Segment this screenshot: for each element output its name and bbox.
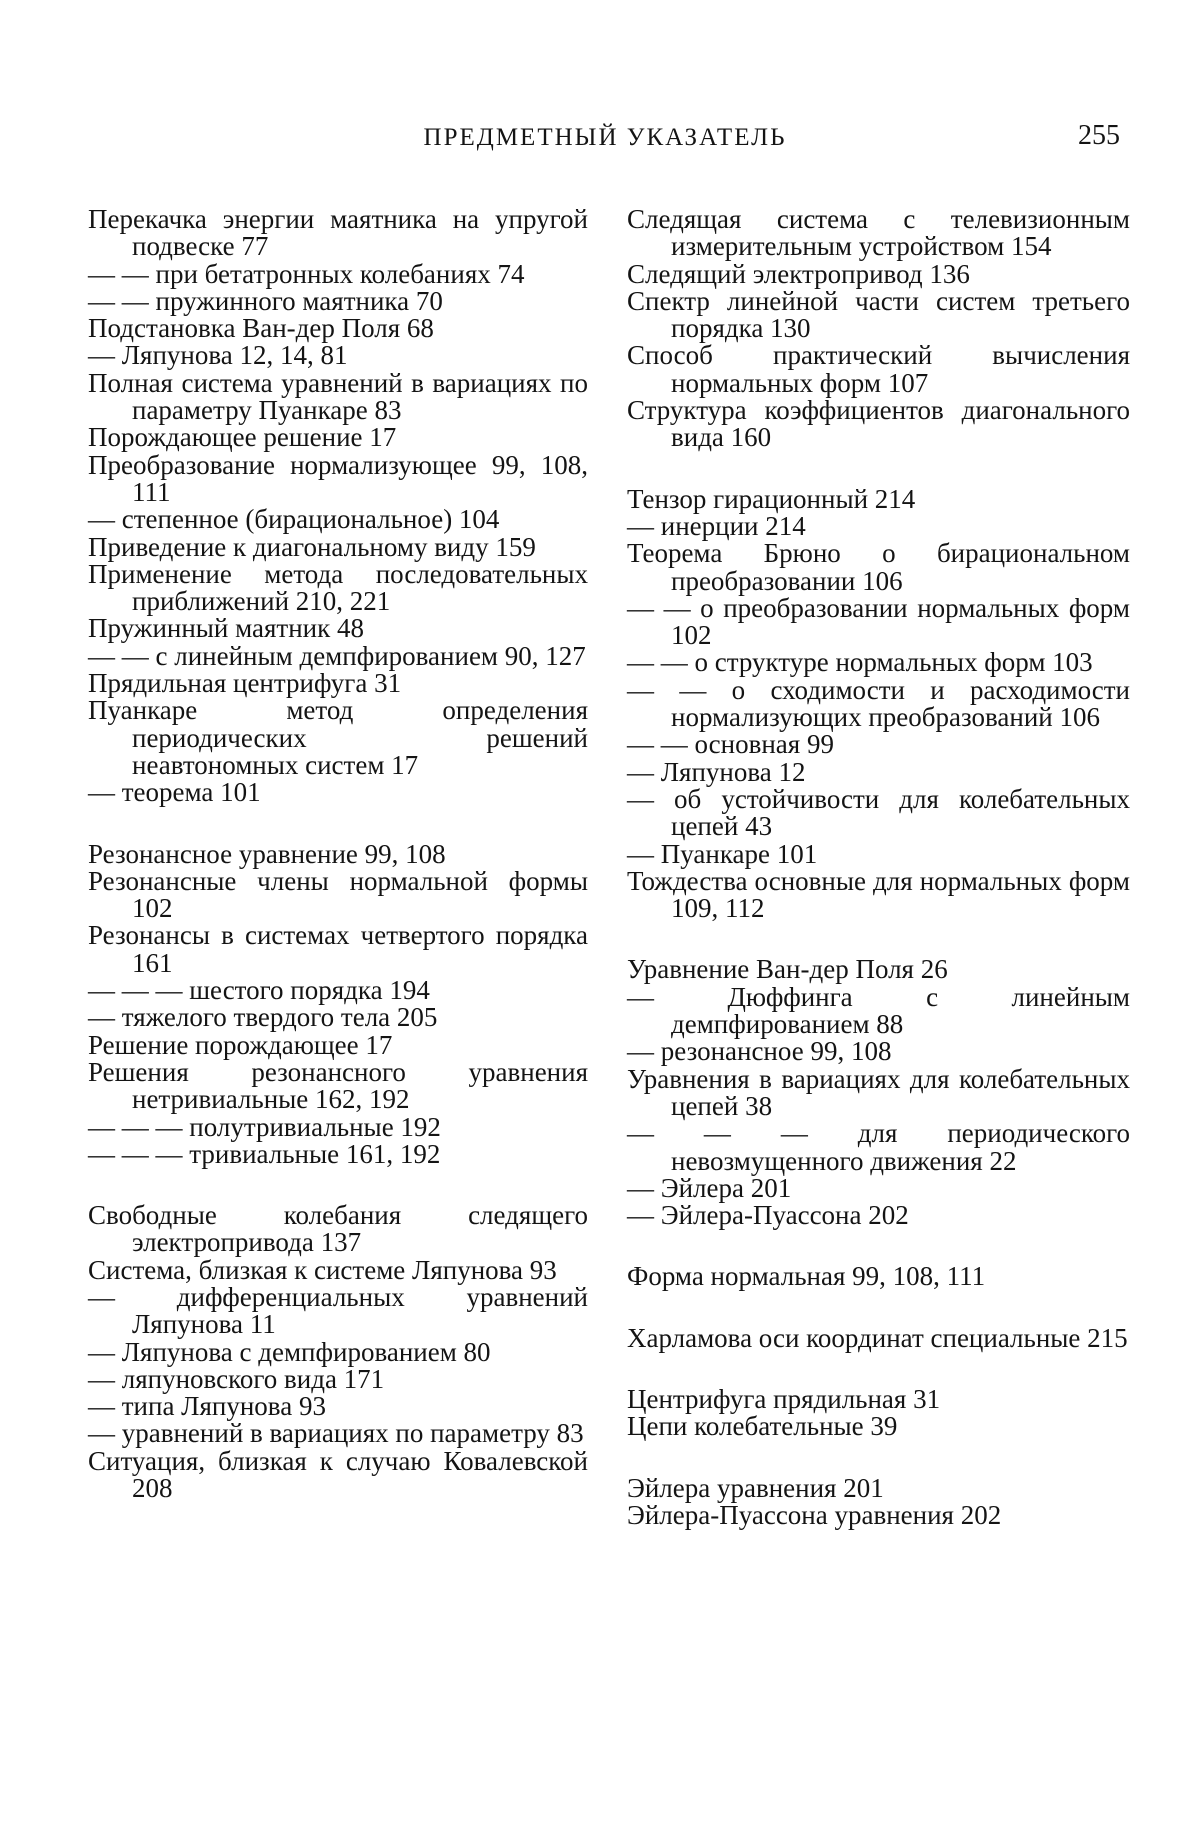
index-entry: — дифференциальных уравнений Ляпунова 11 <box>88 1281 588 1340</box>
index-entry: Ситуация, близкая к случаю Ковалевской 208 <box>88 1445 588 1504</box>
index-entry: — теорема 101 <box>88 777 261 808</box>
index-entry: Решение порождающее 17 <box>88 1029 393 1060</box>
index-entry: Резонансные члены нормальной формы 102 <box>88 865 588 924</box>
section-gap <box>627 1441 1130 1475</box>
running-title: ПРЕДМЕТНЫЙ УКАЗАТЕЛЬ <box>423 124 787 151</box>
index-entry: Пуанкаре метод определения периодических решений неавтономных систем 17 <box>88 695 588 780</box>
index-entry: — — о преобразовании нормальных форм 102 <box>627 592 1130 651</box>
index-entry: Решения резонансного уравнения нетривиальные 162, 192 <box>88 1056 588 1115</box>
index-entry: — тяжелого твердого тела 205 <box>88 1002 438 1033</box>
index-entry: — Эйлера-Пуассона 202 <box>627 1200 909 1231</box>
index-entry: Тождества основные для нормальных форм 109, 112 <box>627 865 1130 924</box>
index-entry: Резонансное уравнение 99, 108 <box>88 838 446 869</box>
index-entry: — — — тривиальные 161, 192 <box>88 1138 441 1169</box>
page-number: 255 <box>1078 120 1120 151</box>
index-entry: — Ляпунова с демпфированием 80 <box>88 1336 491 1367</box>
index-entry: Цепи колебательные 39 <box>627 1411 898 1442</box>
index-column-right <box>627 206 1130 1529</box>
index-entry: — — пружинного маятника 70 <box>88 285 443 316</box>
index-entry: Порождающее решение 17 <box>88 422 397 453</box>
index-entry: Харламова оси координат специальные 215 <box>627 1322 1128 1353</box>
index-entry: Теорема Брюно о бирациональном преобразовании 106 <box>627 538 1130 596</box>
index-entry: Уравнение Ван-дер Поля 26 <box>627 954 948 985</box>
section-gap <box>627 1291 1130 1325</box>
index-entry: — — о сходимости и расходимости нормализующих преобразований 106 <box>627 674 1130 733</box>
section-gap <box>627 1352 1130 1386</box>
index-entry: Преобразование нормализующее 99, 108, 111 <box>88 449 588 507</box>
index-entry: Система, близкая к системе Ляпунова 93 <box>88 1254 557 1285</box>
index-entry: Свободные колебания следящего электропривода 137 <box>88 1200 588 1258</box>
index-entry: Применение метода последовательных приближений 210, 221 <box>88 558 588 617</box>
index-entry: Приведение к диагональному виду 159 <box>88 531 536 562</box>
index-entry: — типа Ляпунова 93 <box>88 1391 326 1422</box>
index-entry: — резонансное 99, 108 <box>627 1036 892 1067</box>
section-gap <box>88 807 588 841</box>
section-gap <box>627 922 1130 956</box>
index-entry: Следящий электропривод 136 <box>627 258 970 289</box>
index-entry: Спектр линейной части систем третьего порядка 130 <box>627 285 1130 344</box>
index-entry: — ляпуновского вида 171 <box>88 1363 385 1394</box>
index-entry: Резонансы в системах четвертого порядка 161 <box>88 920 588 978</box>
index-column-left <box>88 206 588 1502</box>
index-entry: Способ практический вычисления нормальных форм 107 <box>627 340 1130 398</box>
index-entry: Перекачка энергии маятника на упругой подвеске 77 <box>88 204 588 262</box>
page-header <box>90 120 1120 160</box>
index-entry: — Ляпунова 12, 14, 81 <box>88 340 348 371</box>
index-entry: Эйлера-Пуассона уравнения 202 <box>627 1499 1002 1530</box>
index-entry: Следящая система с телевизионным измерительным устройством 154 <box>627 204 1130 262</box>
index-entry: — — — полутривиальные 192 <box>88 1111 441 1142</box>
index-entry: — Дюффинга с линейным демпфированием 88 <box>627 981 1130 1040</box>
index-entry: — Эйлера 201 <box>627 1172 792 1203</box>
index-entry: — — — шестого порядка 194 <box>88 975 430 1006</box>
section-gap <box>627 1229 1130 1263</box>
index-entry: Прядильная центрифуга 31 <box>88 668 402 699</box>
section-gap <box>627 452 1130 486</box>
index-entry: Эйлера уравнения 201 <box>627 1472 884 1503</box>
index-entry: — — — для периодического невозмущенного движения 22 <box>627 1118 1130 1176</box>
index-entry: — об устойчивости для колебательных цепей 43 <box>627 783 1130 842</box>
index-entry: Центрифуга прядильная 31 <box>627 1383 941 1414</box>
index-entry: — — основная 99 <box>627 729 834 760</box>
index-entry: — Пуанкаре 101 <box>627 838 818 869</box>
index-entry: Тензор гирационный 214 <box>627 483 916 514</box>
index-entry: — Ляпунова 12 <box>627 756 806 787</box>
section-gap <box>88 1168 588 1202</box>
index-entry: Форма нормальная 99, 108, 111 <box>627 1261 986 1292</box>
index-entry: Структура коэффициентов диагонального вида 160 <box>627 395 1130 453</box>
index-entry: — — с линейным демпфированием 90, 127 <box>88 640 586 671</box>
index-entry: Уравнения в вариациях для колебательных цепей 38 <box>627 1063 1130 1121</box>
index-entry: — инерции 214 <box>627 510 806 541</box>
index-entry: Подстановка Ван-дер Поля 68 <box>88 313 434 344</box>
index-entry: — — при бетатронных колебаниях 74 <box>88 258 525 289</box>
index-entry: Пружинный маятник 48 <box>88 613 364 644</box>
index-entry: — степенное (бирациональное) 104 <box>88 504 500 535</box>
index-entry: — — о структуре нормальных форм 103 <box>627 647 1093 678</box>
index-entry: — уравнений в вариациях по параметру 83 <box>88 1418 584 1449</box>
index-entry: Полная система уравнений в вариациях по параметру Пуанкаре 83 <box>88 367 588 426</box>
